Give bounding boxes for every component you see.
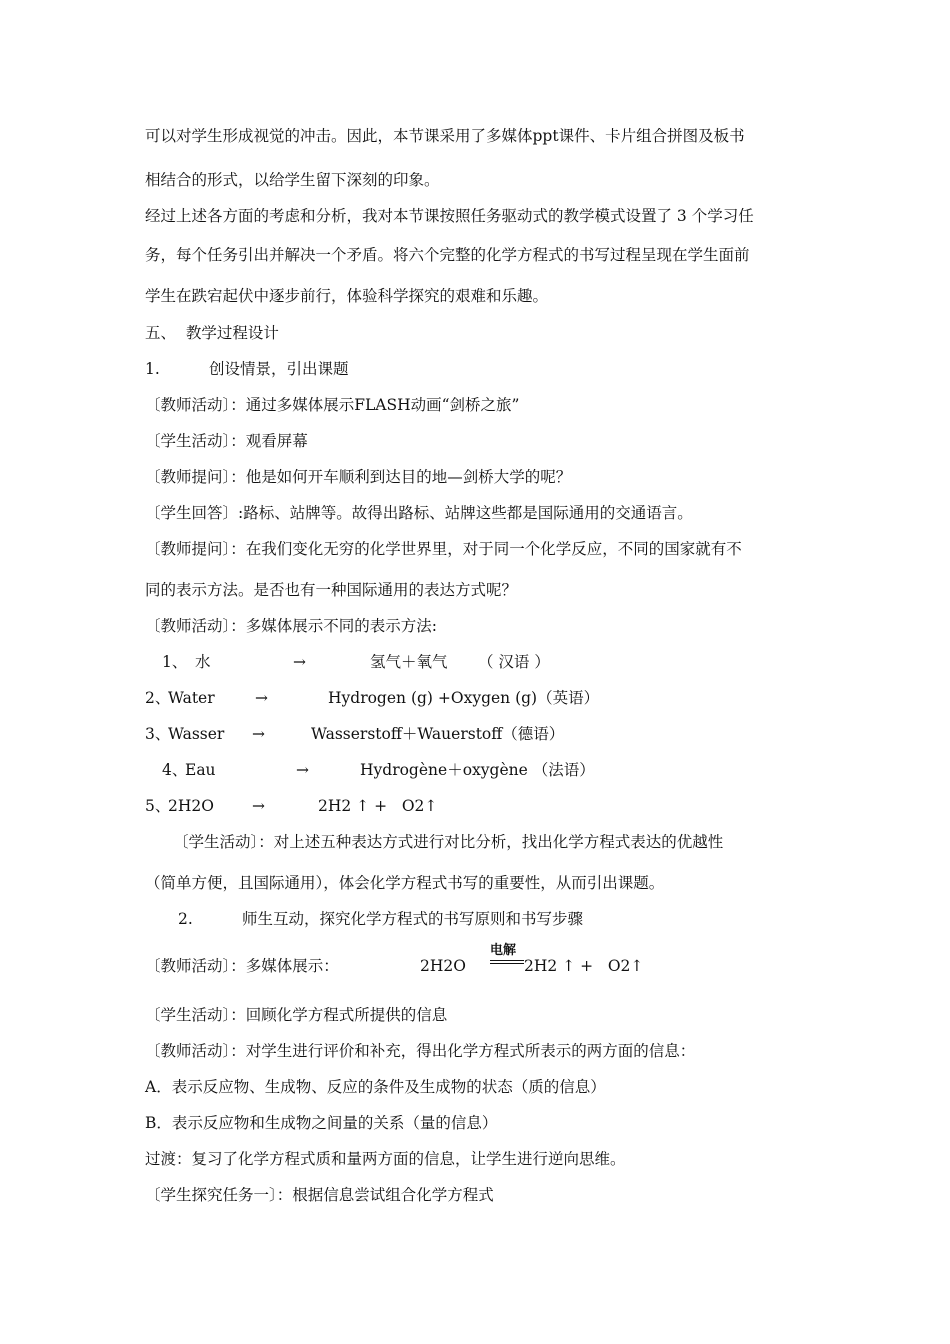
example-products: Hydrogène＋oxygène （法语） (360, 761, 595, 779)
example-term: 水 (195, 653, 211, 671)
text-line: 学生在跌宕起伏中逐步前行，体验科学探究的艰难和乐趣。 (145, 287, 549, 305)
text-line: 务，每个任务引出并解决一个矛盾。将六个完整的化学方程式的书写过程呈现在学生面前 (145, 246, 750, 264)
example-number: 2、 (145, 689, 171, 707)
example-products: 氢气＋氧气 (370, 653, 448, 671)
equation-products: 2H2 ↑ + O2↑ (524, 957, 644, 975)
arrow-icon: → (252, 725, 265, 743)
arrow-icon: → (293, 653, 306, 671)
text-line: 〔学生活动〕：对上述五种表达方式进行对比分析，找出化学方程式表达的优越性 (173, 833, 724, 851)
text-line: 〔学生活动〕：回顾化学方程式所提供的信息 (145, 1006, 448, 1024)
text-line: 〔学生活动〕：观看屏幕 (145, 432, 308, 450)
example-products: Hydrogen (g) +Oxygen (g)（英语） (328, 689, 600, 707)
subsection-heading: 2. 师生互动，探究化学方程式的书写原则和书写步骤 (178, 910, 584, 928)
example-term: Wasser (168, 725, 225, 743)
example-term: Water (168, 689, 215, 707)
example-term: Eau (185, 761, 216, 779)
list-item: B．表示反应物和生成物之间量的关系（量的信息） (145, 1114, 498, 1132)
reaction-condition: 电解 (490, 943, 517, 958)
example-number: 3、 (145, 725, 171, 743)
section-heading: 五、 教学过程设计 (145, 324, 279, 342)
text-line: 〔学生探究任务一〕：根据信息尝试组合化学方程式 (145, 1186, 494, 1204)
equals-bar (490, 963, 524, 964)
example-products: 2H2 ↑ + O2↑ (318, 797, 438, 815)
arrow-icon: → (252, 797, 265, 815)
text-line: 〔教师提问〕：在我们变化无穷的化学世界里，对于同一个化学反应，不同的国家就有不 (145, 540, 742, 558)
example-number: 5、 (145, 797, 171, 815)
equals-bar (490, 960, 524, 961)
equation-label: 〔教师活动〕：多媒体展示： (145, 957, 339, 975)
text-line: 过渡：复习了化学方程式质和量两方面的信息，让学生进行逆向思维。 (145, 1150, 626, 1168)
example-products: Wasserstoff＋Wauerstoff（德语） (311, 725, 565, 743)
text-line: 同的表示方法。是否也有一种国际通用的表达方式呢？ (145, 581, 518, 599)
text-line: 〔教师活动〕：多媒体展示不同的表示方法: (145, 617, 437, 635)
arrow-icon: → (296, 761, 309, 779)
arrow-icon: → (255, 689, 268, 707)
text-line: 相结合的形式，以给学生留下深刻的印象。 (145, 171, 440, 189)
equation-reactant: 2H2O (420, 957, 466, 975)
text-line: 〔学生回答〕:路标、站牌等。故得出路标、站牌这些都是国际通用的交通语言。 (145, 504, 693, 522)
example-number: 1、 (162, 653, 188, 671)
text-line: 〔教师活动〕：对学生进行评价和补充，得出化学方程式所表示的两方面的信息： (145, 1042, 696, 1060)
text-line: 可以对学生形成视觉的冲击。因此，本节课采用了多媒体ppt课件、卡片组合拼图及板书 (145, 127, 745, 145)
subsection-heading: 1. 创设情景，引出课题 (145, 360, 349, 378)
list-item: A．表示反应物、生成物、反应的条件及生成物的状态（质的信息） (145, 1078, 606, 1096)
text-line: （简单方便，且国际通用），体会化学方程式书写的重要性，从而引出课题。 (145, 874, 665, 892)
example-number: 4、 (162, 761, 188, 779)
example-language: （ 汉语 ） (478, 653, 550, 671)
text-line: 经过上述各方面的考虑和分析，我对本节课按照任务驱动式的教学模式设置了 3 个学习任 (145, 207, 754, 225)
text-line: 〔教师提问〕：他是如何开车顺利到达目的地—剑桥大学的呢？ (145, 468, 572, 486)
example-term: 2H2O (168, 797, 214, 815)
text-line: 〔教师活动〕：通过多媒体展示FLASH动画“剑桥之旅” (145, 396, 520, 414)
